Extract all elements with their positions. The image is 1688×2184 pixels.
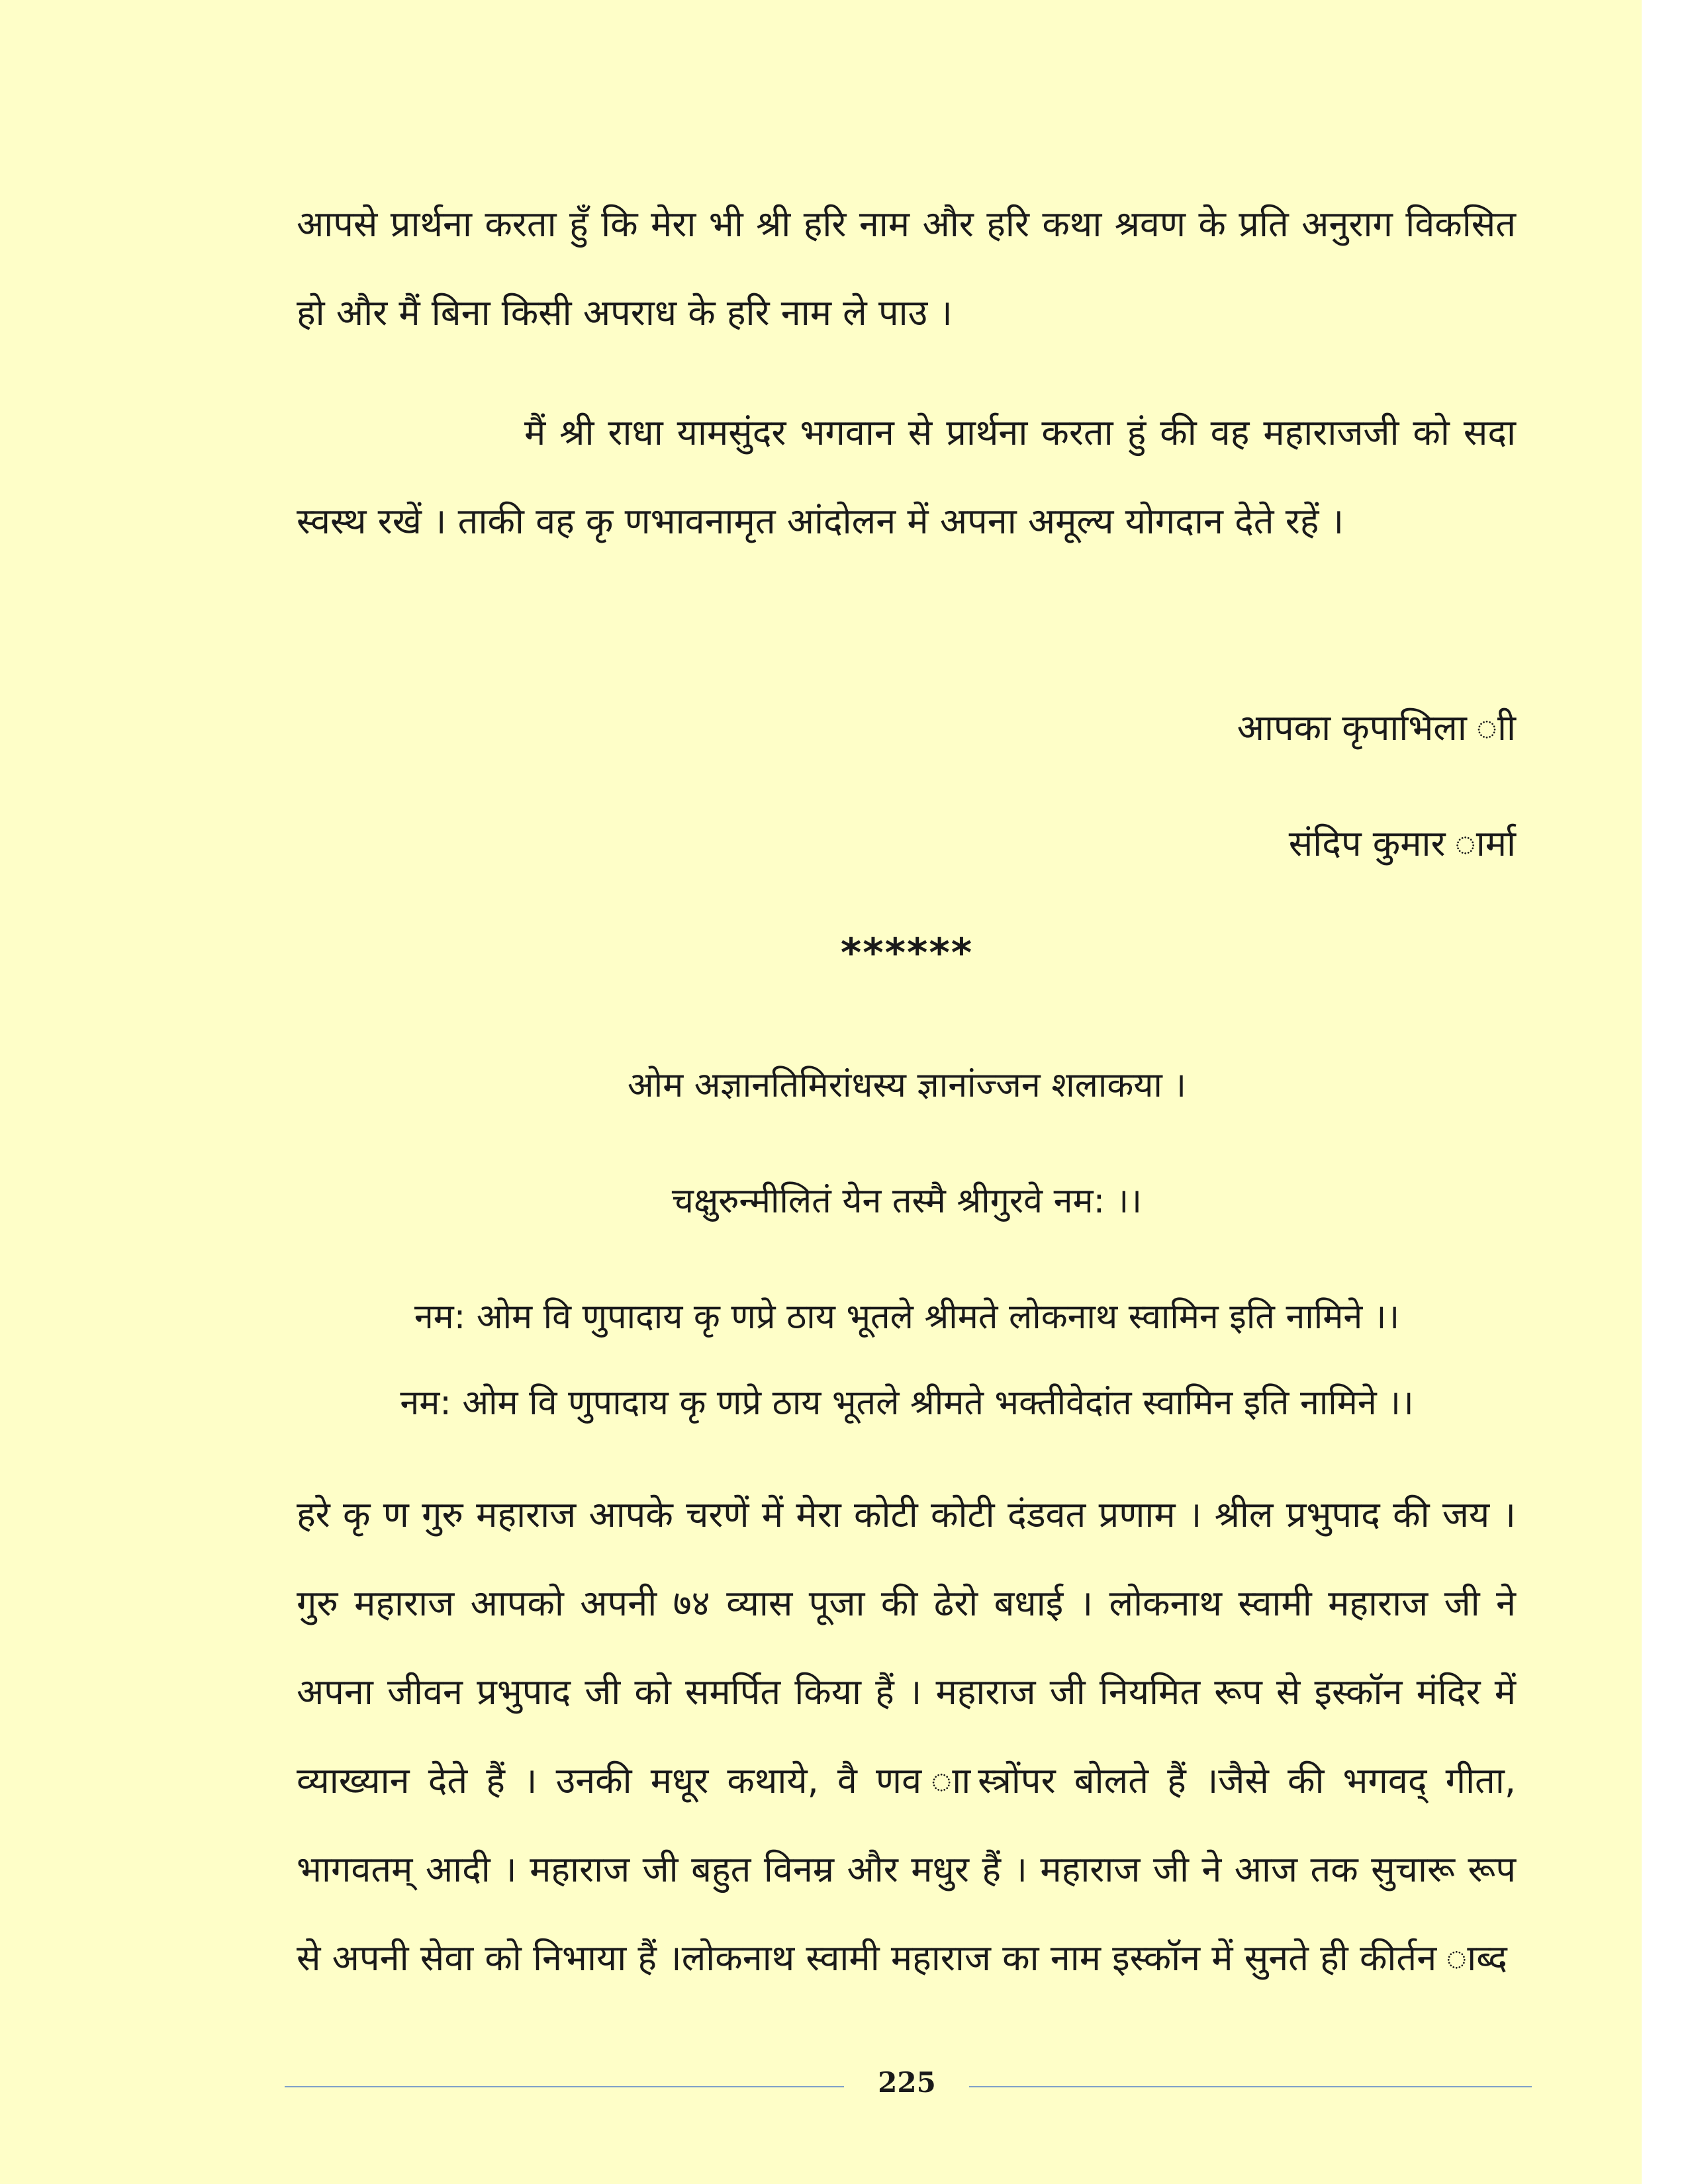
mantra-line-1: ओम अज्ञानतिमिरांधस्य ज्ञानांज्जन शलाकया । (627, 1066, 1187, 1105)
signature-name: संदिप कुमार ार्मा (1288, 823, 1516, 864)
paragraph-prayer-health: मैं श्री राधा यामसुंदर भगवान से प्रार्थना करता हुं की वह महाराजजी को सदा स्वस्थ रखें । ताकी वह कृ णभावनामृत आंदोलन में अपना अमूल्य योगदान देते रहें । (297, 412, 1516, 542)
paragraph-offering: हरे कृ ण गुरु महाराज आपके चरणें में मेरा कोटी कोटी दंडवत प्रणाम । श्रील प्रभुपाद की जय । गुरु महाराज आपको अपनी ७४ व्यास पूजा की ढेरो बधाई । लोकनाथ स्वामी महाराज जी ने अपना जीवन प्रभुपाद जी को समर्पित किया हैं । महाराज जी नियमित रूप से इस्कॉन मंदिर में व्याख्यान देते हैं । उनकी मधूर कथाये, वै णव ाास्त्रोंपर बोलते हैं ।जैसे की भगवद् गीता, भागवतम् आदी । महाराज जी बहुत विनम्र और मधुर हैं । महाराज जी ने आज तक सुचारू रूप से अपनी सेवा को निभाया हैं ।लोकनाथ स्वामी महाराज का नाम इस्कॉन में सुनते ही कीर्तन ाब्द (297, 1494, 1516, 1979)
paragraph-prayer-harinam: आपसे प्रार्थना करता हुँ कि मेरा भी श्री हरि नाम और हरि कथा श्रवण के प्रति अनुराग विकसित हो और मैं बिना किसी अपराध के हरि नाम ले पाउ । (297, 203, 1516, 334)
page-number: 225 (878, 2066, 936, 2099)
pranati-lokanath: नम: ओम वि णुपादाय कृ णप्रे ठाय भूतले श्रीमते लोकनाथ स्वामिन इति नामिने ।। (414, 1297, 1400, 1337)
section-separator: ****** (840, 930, 974, 976)
pranati-bhaktivedanta: नम: ओम वि णुपादाय कृ णप्रे ठाय भूतले श्रीमते भक्तीवेदांत स्वामिन इति नामिने ।। (400, 1383, 1414, 1423)
mantra-line-2: चक्षुरुन्मीलितं येन तस्मै श्रीगुरवे नम: ।। (671, 1181, 1143, 1221)
footer-rule-left (285, 2086, 844, 2087)
footer-rule-right (969, 2086, 1532, 2087)
signature-closing: आपका कृपाभिला ाी (1237, 707, 1516, 749)
